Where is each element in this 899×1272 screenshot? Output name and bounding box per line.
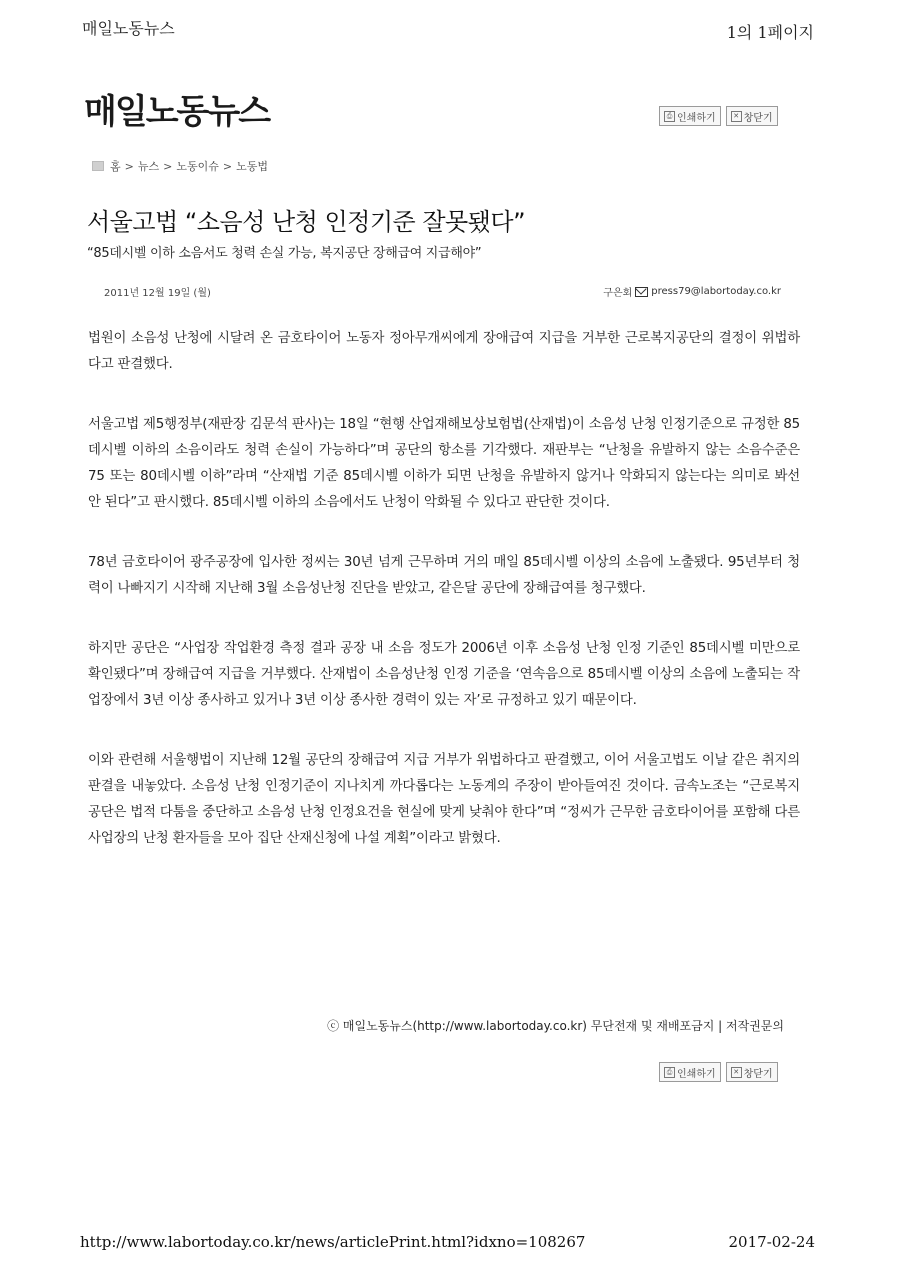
article-paragraph: 하지만 공단은 “사업장 작업환경 측정 결과 공장 내 소음 정도가 2006년 이후 소음성 난청 인정 기준인 85데시벨 미만으로 확인됐다”며 장해급여 지급을 거부했다. 산재법이 소음성난청 인정 기준을 ‘연속음으로 85데시벨 이상의 소음에 노출되는 작업장에서 3년 이상 종사하고 있거나 3년 이상 종사한 경력이 있는 자’로 규정하고 있기 때문이다. (88, 641, 800, 708)
print-button-label: 인쇄하기 (677, 112, 716, 124)
print-button[interactable] (659, 1062, 721, 1082)
close-window-button[interactable] (726, 106, 778, 126)
print-footer-url: http://www.labortoday.co.kr/news/articlePrint.html?idxno=108267 (80, 1233, 586, 1251)
printer-icon: ⎙ (664, 1067, 675, 1078)
print-header-page-info: 1의 1페이지 (726, 23, 814, 42)
breadcrumb-news[interactable]: 뉴스 (137, 160, 160, 173)
close-window-button[interactable] (726, 1062, 778, 1082)
copyright-text: ⓒ 매일노동뉴스(http://www.labortoday.co.kr) 무단전재 및 재배포금지 (327, 1019, 715, 1033)
breadcrumb-separator: > (222, 159, 233, 173)
copyright-notice (327, 1017, 784, 1034)
site-logo: 매일노동뉴스 (84, 92, 270, 132)
breadcrumb-separator: > (163, 159, 173, 173)
breadcrumb-home[interactable]: 홈 (110, 160, 121, 173)
print-footer-date: 2017-02-24 (728, 1233, 815, 1251)
breadcrumb (92, 158, 268, 174)
copyright-inquiry-link[interactable]: 저작권문의 (726, 1019, 784, 1033)
breadcrumb-labor-law[interactable]: 노동법 (236, 160, 268, 173)
print-button-label: 인쇄하기 (677, 1068, 716, 1080)
home-icon (92, 161, 104, 171)
article-paragraph: 78년 금호타이어 광주공장에 입사한 정씨는 30년 넘게 근무하며 거의 매일 85데시벨 이상의 소음에 노출됐다. 95년부터 청력이 나빠지기 시작해 지난해 3월 소음성난청 진단을 받았고, 같은달 공단에 장해급여를 청구했다. (88, 555, 800, 596)
author-name: 구은회 (603, 288, 633, 299)
bottom-button-group (659, 1062, 778, 1082)
article-byline (603, 284, 781, 299)
mail-icon[interactable] (635, 287, 648, 297)
article-title: 서울고법 “소음성 난청 인정기준 잘못됐다” (87, 208, 526, 236)
copyright-divider: | (718, 1019, 723, 1033)
close-button-label: 창닫기 (743, 1068, 773, 1080)
author-email[interactable]: press79@labortoday.co.kr (651, 286, 781, 297)
close-button-label: 창닫기 (743, 112, 773, 124)
close-icon: ✕ (731, 1067, 742, 1078)
article-paragraph: 서울고법 제5행정부(재판장 김문석 판사)는 18일 “현행 산업재해보상보험법(산재법)이 소음성 난청 인정기준으로 규정한 85데시벨 이하의 소음이라도 청력 손실이 가능하다”며 공단의 항소를 기각했다. 재판부는 “난청을 유발하지 않는 소음수준은 75 또는 80데시벨 이하”라며 “산재법 기준 85데시벨 이하가 되면 난청을 유발하지 않거나 악화되지 않는다는 의미로 봐선 안 된다”고 판시했다. 85데시벨 이하의 소음에서도 난청이 악화될 수 있다고 판단한 것이다. (88, 417, 800, 510)
printer-icon: ⎙ (664, 111, 675, 122)
article-body (88, 326, 800, 886)
top-button-group (659, 106, 778, 126)
breadcrumb-labor-issue[interactable]: 노동이슈 (176, 160, 219, 173)
breadcrumb-separator: > (124, 159, 134, 173)
article-date: 2011년 12월 19일 (월) (104, 288, 211, 299)
print-header-site: 매일노동뉴스 (82, 19, 175, 38)
article-paragraph: 법원이 소음성 난청에 시달려 온 금호타이어 노동자 정아무개씨에게 장애급여 지급을 거부한 근로복지공단의 결정이 위법하다고 판결했다. (88, 331, 800, 372)
article-subtitle: “85데시벨 이하 소음서도 청력 손실 가능, 복지공단 장해급여 지급해야” (87, 246, 482, 261)
print-button[interactable] (659, 106, 721, 126)
article-paragraph: 이와 관련해 서울행법이 지난해 12월 공단의 장해급여 지급 거부가 위법하다고 판결했고, 이어 서울고법도 이날 같은 취지의 판결을 내놓았다. 소음성 난청 인정기준이 지나치게 까다롭다는 노동계의 주장이 받아들여진 것이다. 금속노조는 “근로복지공단은 법적 다툼을 중단하고 소음성 난청 인정요건을 현실에 맞게 낮춰야 한다”며 “정씨가 근무한 금호타이어를 포함해 다른 사업장의 난청 환자들을 모아 집단 산재신청에 나설 계획”이라고 밝혔다. (88, 753, 800, 846)
close-icon: ✕ (731, 111, 742, 122)
